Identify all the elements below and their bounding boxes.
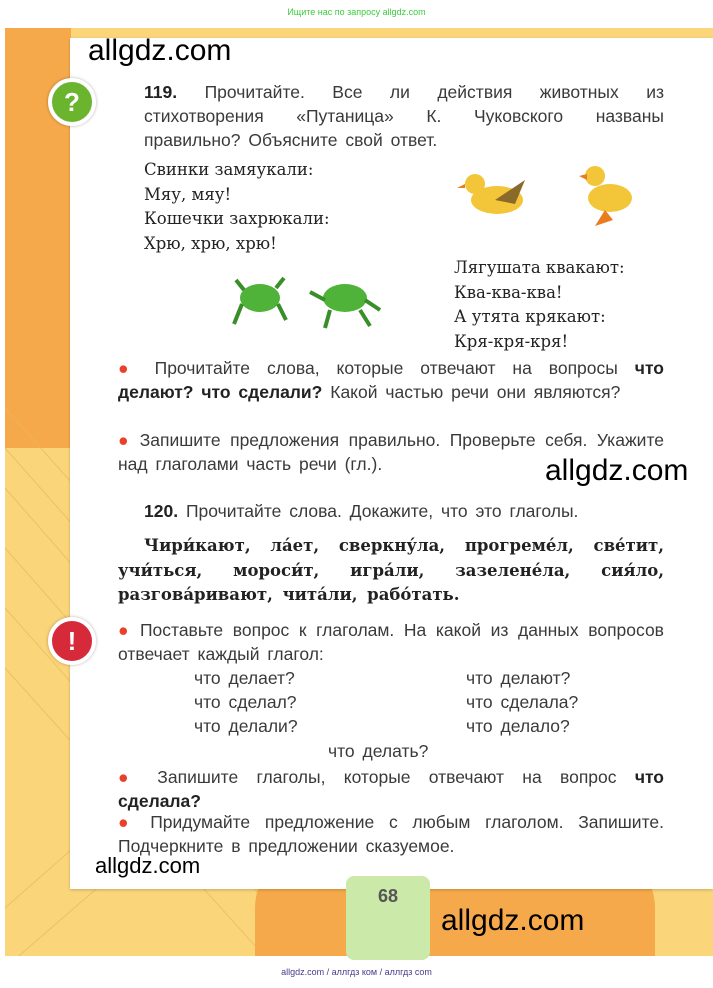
ducklings-illustration (455, 160, 655, 230)
watermark: allgdz.com (95, 853, 201, 878)
poem-line: Кря-кря-кря! (454, 331, 569, 351)
exercise-instruction: Прочитайте. Все ли действия животных из стихотворения «Путаница» К. Чуковского названы правильно? Объясните свой ответ. (144, 82, 664, 150)
poem-line: Ква-ква-ква! (454, 282, 563, 302)
question-option: что делало? (466, 716, 570, 736)
poem-right (454, 256, 625, 354)
task-text: Запишите глаголы, которые отвечают на вопрос (157, 767, 617, 787)
poem-line: Мяу, мяу! (144, 184, 232, 204)
exercise-120-text (144, 499, 664, 523)
top-note: Ищите нас по запросу allgdz.com (287, 7, 426, 17)
task-text: Прочитайте слова, которые отвечают на вопросы (154, 358, 618, 378)
exercise-instruction: Прочитайте слова. Докажите, что это глаголы. (185, 501, 579, 521)
poem-left (144, 158, 330, 256)
exercise-119-text (144, 80, 664, 152)
bullet-icon: ● (118, 430, 131, 450)
question-option: что сделала? (466, 692, 579, 712)
frogs-illustration (230, 270, 390, 330)
exercise-number: 120. (144, 501, 179, 521)
question-center: что делать? (328, 741, 429, 761)
bullet-icon: ● (118, 767, 139, 787)
task-text: Запишите предложения правильно. Проверьте себя. Укажите над глаголами часть речи (гл.). (118, 430, 664, 474)
question-icon: ? (48, 78, 96, 126)
poem-line: Свинки замяукали: (144, 160, 314, 179)
questions-left (194, 666, 298, 738)
exclamation-icon: ! (48, 617, 96, 665)
question-option: что делали? (194, 716, 298, 736)
question-option: что делает? (194, 668, 295, 688)
exercise-number: 119. (144, 82, 178, 102)
watermark: allgdz.com (441, 904, 585, 937)
task-text: Какой частью речи они являются? (330, 382, 621, 402)
question-option: что делают? (466, 668, 571, 688)
verb-list: Чири́кают, ла́ет, сверкну́ла, прогреме́л, све́тит, учи́ться, мороси́т, игра́ли, зазелене́ла, сия́ло, разгова́ривают, чита́ли, рабо́тать. (118, 536, 664, 604)
question-option: что сделал? (194, 692, 297, 712)
task-bold: что делают? что сделали? (118, 358, 664, 402)
bullet-icon: ● (118, 812, 136, 832)
bullet-icon: ● (118, 358, 138, 378)
questions-right (466, 666, 578, 738)
task-bold: что сделала? (118, 767, 665, 811)
task-text: Придумайте предложение с любым глаголом. Запишите. Подчеркните в предложении сказуемое. (118, 812, 664, 856)
page-number-tab (346, 876, 430, 960)
page-number: 68 (377, 886, 399, 906)
watermark: allgdz.com (545, 454, 689, 487)
task-120-2 (118, 765, 664, 813)
task-120-3 (118, 810, 664, 858)
task-text: Поставьте вопрос к глаголам. На какой из данных вопросов отвечает каждый глагол: (118, 620, 664, 664)
bullet-icon: ● (118, 620, 131, 640)
task-119-1 (118, 356, 664, 404)
bottom-note: allgdz.com / аллгдз ком / аллгдз com (281, 967, 432, 977)
poem-line: А утята крякают: (454, 307, 606, 326)
poem-line: Кошечки захрюкали: (144, 209, 330, 228)
poem-line: Хрю, хрю, хрю! (144, 233, 277, 253)
watermark: allgdz.com (88, 34, 232, 67)
poem-line: Лягушата квакают: (454, 258, 625, 277)
task-120-1 (118, 618, 664, 666)
